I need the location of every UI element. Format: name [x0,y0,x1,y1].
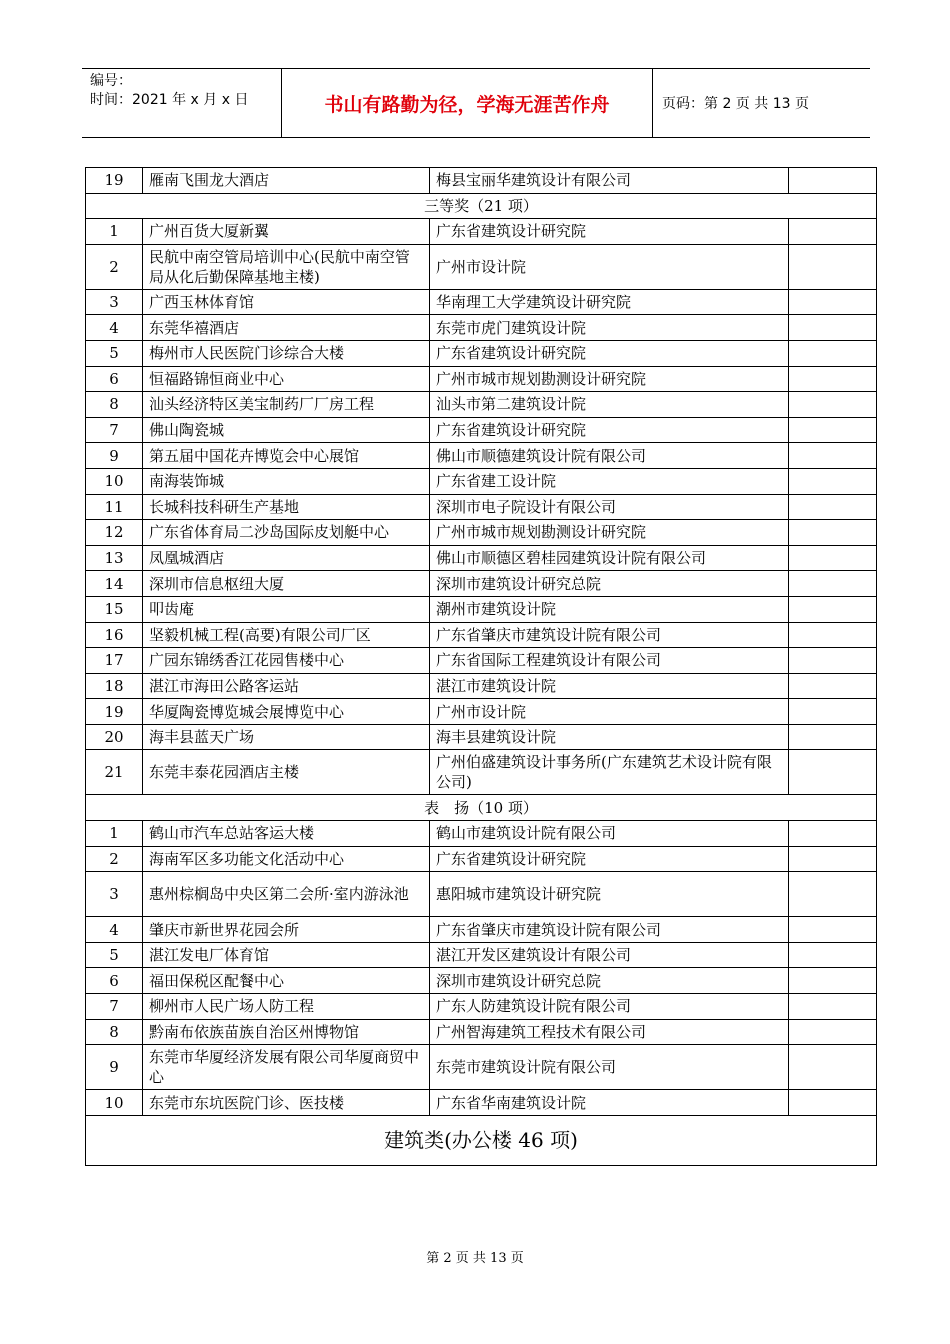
table-row [86,942,877,968]
blank-cell [789,724,877,750]
blank-cell [789,219,877,245]
table-row [86,168,877,194]
project-name: 第五届中国花卉博览会中心展馆 [143,443,430,469]
blank-cell [789,168,877,194]
designer-name: 广州智海建筑工程技术有限公司 [430,1019,789,1045]
designer-name: 梅县宝丽华建筑设计有限公司 [430,168,789,194]
table-row [86,315,877,341]
project-name: 南海装饰城 [143,468,430,494]
designer-name: 鹤山市建筑设计院有限公司 [430,821,789,847]
designer-name: 海丰县建筑设计院 [430,724,789,750]
blank-cell [789,673,877,699]
row-number: 5 [86,942,143,968]
blank-cell [789,1090,877,1116]
designer-name: 广东省建筑设计研究院 [430,417,789,443]
blank-cell [789,545,877,571]
project-name: 东莞丰泰花园酒店主楼 [143,750,430,795]
table-row [86,673,877,699]
table-row [86,443,877,469]
code-label: 编号： [90,73,132,89]
designer-name: 深圳市建筑设计研究总院 [430,571,789,597]
blank-cell [789,468,877,494]
row-number: 6 [86,366,143,392]
row-number: 10 [86,1090,143,1116]
row-number: 2 [86,846,143,872]
designer-name: 广东省建筑设计研究院 [430,340,789,366]
section-title: 表 扬（10 项） [86,795,877,821]
row-number: 9 [86,1045,143,1090]
row-number: 21 [86,750,143,795]
blank-cell [789,244,877,289]
project-name: 湛江市海田公路客运站 [143,673,430,699]
table-row [86,417,877,443]
designer-name: 广东省建筑设计研究院 [430,846,789,872]
blank-cell [789,622,877,648]
table-row [86,724,877,750]
designer-name: 汕头市第二建筑设计院 [430,392,789,418]
blank-cell [789,821,877,847]
project-name: 东莞市华厦经济发展有限公司华厦商贸中心 [143,1045,430,1090]
designer-name: 佛山市顺德建筑设计院有限公司 [430,443,789,469]
time-label: 时间：2021 年 x 月 x 日 [90,92,249,108]
table-row [86,571,877,597]
project-name: 鹤山市汽车总站客运大楼 [143,821,430,847]
table-row [86,846,877,872]
table-row [86,494,877,520]
blank-cell [789,699,877,725]
blank-cell [789,846,877,872]
row-number: 19 [86,699,143,725]
designer-name: 广州市城市规划勘测设计研究院 [430,520,789,546]
row-number: 1 [86,219,143,245]
row-number: 12 [86,520,143,546]
table-row [86,821,877,847]
blank-cell [789,392,877,418]
project-name: 肇庆市新世界花园会所 [143,917,430,943]
blank-cell [789,494,877,520]
row-number: 17 [86,648,143,674]
table-row [86,872,877,917]
row-number: 2 [86,244,143,289]
project-name: 广园东锦绣香江花园售楼中心 [143,648,430,674]
project-name: 湛江发电厂体育馆 [143,942,430,968]
row-number: 15 [86,596,143,622]
blank-cell [789,443,877,469]
designer-name: 湛江开发区建筑设计有限公司 [430,942,789,968]
project-name: 佛山陶瓷城 [143,417,430,443]
designer-name: 东莞市建筑设计院有限公司 [430,1045,789,1090]
blank-cell [789,596,877,622]
blank-cell [789,942,877,968]
blank-cell [789,994,877,1020]
table-row [86,917,877,943]
row-number: 8 [86,392,143,418]
section-header-commendation [86,795,877,821]
table-row [86,289,877,315]
row-number: 9 [86,443,143,469]
blank-cell [789,289,877,315]
row-number: 1 [86,821,143,847]
project-name: 广东省体育局二沙岛国际皮划艇中心 [143,520,430,546]
project-name: 梅州市人民医院门诊综合大楼 [143,340,430,366]
table-row [86,219,877,245]
project-name: 叩齿庵 [143,596,430,622]
project-name: 雁南飞围龙大酒店 [143,168,430,194]
row-number: 14 [86,571,143,597]
row-number: 3 [86,289,143,315]
table-row [86,340,877,366]
blank-cell [789,366,877,392]
blank-cell [789,872,877,917]
project-name: 海南军区多功能文化活动中心 [143,846,430,872]
section-title: 建筑类(办公楼 46 项) [86,1115,877,1165]
project-name: 广西玉林体育馆 [143,289,430,315]
table-row [86,1019,877,1045]
project-name: 恒福路锦恒商业中心 [143,366,430,392]
row-number: 16 [86,622,143,648]
blank-cell [789,520,877,546]
project-name: 深圳市信息枢纽大厦 [143,571,430,597]
header-meta [82,69,282,137]
row-number: 19 [86,168,143,194]
row-number: 5 [86,340,143,366]
section-title: 三等奖（21 项） [86,193,877,219]
designer-name: 广东省肇庆市建筑设计院有限公司 [430,917,789,943]
row-number: 11 [86,494,143,520]
project-name: 惠州棕榈岛中央区第二会所·室内游泳池 [143,872,430,917]
blank-cell [789,917,877,943]
blank-cell [789,340,877,366]
designer-name: 广州市城市规划勘测设计研究院 [430,366,789,392]
section-header-third-prize [86,193,877,219]
blank-cell [789,648,877,674]
table-row [86,520,877,546]
row-number: 7 [86,417,143,443]
awards-table [85,167,877,1166]
table-row [86,392,877,418]
designer-name: 惠阳城市建筑设计研究院 [430,872,789,917]
table-row [86,1090,877,1116]
page-header [82,68,870,138]
project-name: 广州百货大厦新翼 [143,219,430,245]
designer-name: 广东省国际工程建筑设计有限公司 [430,648,789,674]
table-row [86,648,877,674]
blank-cell [789,750,877,795]
designer-name: 深圳市电子院设计有限公司 [430,494,789,520]
row-number: 10 [86,468,143,494]
project-name: 凤凰城酒店 [143,545,430,571]
designer-name: 广州伯盛建筑设计事务所(广东建筑艺术设计院有限公司) [430,750,789,795]
table-row [86,750,877,795]
blank-cell [789,571,877,597]
designer-name: 广东省建工设计院 [430,468,789,494]
table-row [86,545,877,571]
designer-name: 湛江市建筑设计院 [430,673,789,699]
project-name: 黔南布依族苗族自治区州博物馆 [143,1019,430,1045]
designer-name: 广东省肇庆市建筑设计院有限公司 [430,622,789,648]
section-header-office-buildings [86,1115,877,1165]
table-row [86,622,877,648]
project-name: 柳州市人民广场人防工程 [143,994,430,1020]
table-row [86,596,877,622]
table-row [86,699,877,725]
designer-name: 潮州市建筑设计院 [430,596,789,622]
project-name: 东莞华禧酒店 [143,315,430,341]
designer-name: 广州市设计院 [430,244,789,289]
blank-cell [789,1019,877,1045]
designer-name: 广州市设计院 [430,699,789,725]
table-row [86,968,877,994]
row-number: 8 [86,1019,143,1045]
row-number: 4 [86,917,143,943]
project-name: 东莞市东坑医院门诊、医技楼 [143,1090,430,1116]
designer-name: 广东人防建筑设计院有限公司 [430,994,789,1020]
page-indicator: 页码：第 2 页 共 13 页 [662,96,809,112]
designer-name: 佛山市顺德区碧桂园建筑设计院有限公司 [430,545,789,571]
designer-name: 华南理工大学建筑设计研究院 [430,289,789,315]
designer-name: 深圳市建筑设计研究总院 [430,968,789,994]
row-number: 20 [86,724,143,750]
row-number: 7 [86,994,143,1020]
designer-name: 广东省建筑设计研究院 [430,219,789,245]
motto: 书山有路勤为径，学海无涯苦作舟 [282,69,653,137]
table-row [86,1045,877,1090]
table-row [86,468,877,494]
project-name: 海丰县蓝天广场 [143,724,430,750]
table-row [86,366,877,392]
row-number: 6 [86,968,143,994]
designer-name: 东莞市虎门建筑设计院 [430,315,789,341]
blank-cell [789,1045,877,1090]
row-number: 13 [86,545,143,571]
row-number: 18 [86,673,143,699]
project-name: 福田保税区配餐中心 [143,968,430,994]
project-name: 华厦陶瓷博览城会展博览中心 [143,699,430,725]
table-row [86,244,877,289]
row-number: 4 [86,315,143,341]
blank-cell [789,968,877,994]
project-name: 坚毅机械工程(高要)有限公司厂区 [143,622,430,648]
table-row [86,994,877,1020]
row-number: 3 [86,872,143,917]
blank-cell [789,417,877,443]
designer-name: 广东省华南建筑设计院 [430,1090,789,1116]
project-name: 民航中南空管局培训中心(民航中南空管局从化后勤保障基地主楼) [143,244,430,289]
project-name: 长城科技科研生产基地 [143,494,430,520]
project-name: 汕头经济特区美宝制药厂厂房工程 [143,392,430,418]
page-footer: 第 2 页 共 13 页 [426,1251,524,1266]
awards-table-body [86,168,877,1166]
blank-cell [789,315,877,341]
